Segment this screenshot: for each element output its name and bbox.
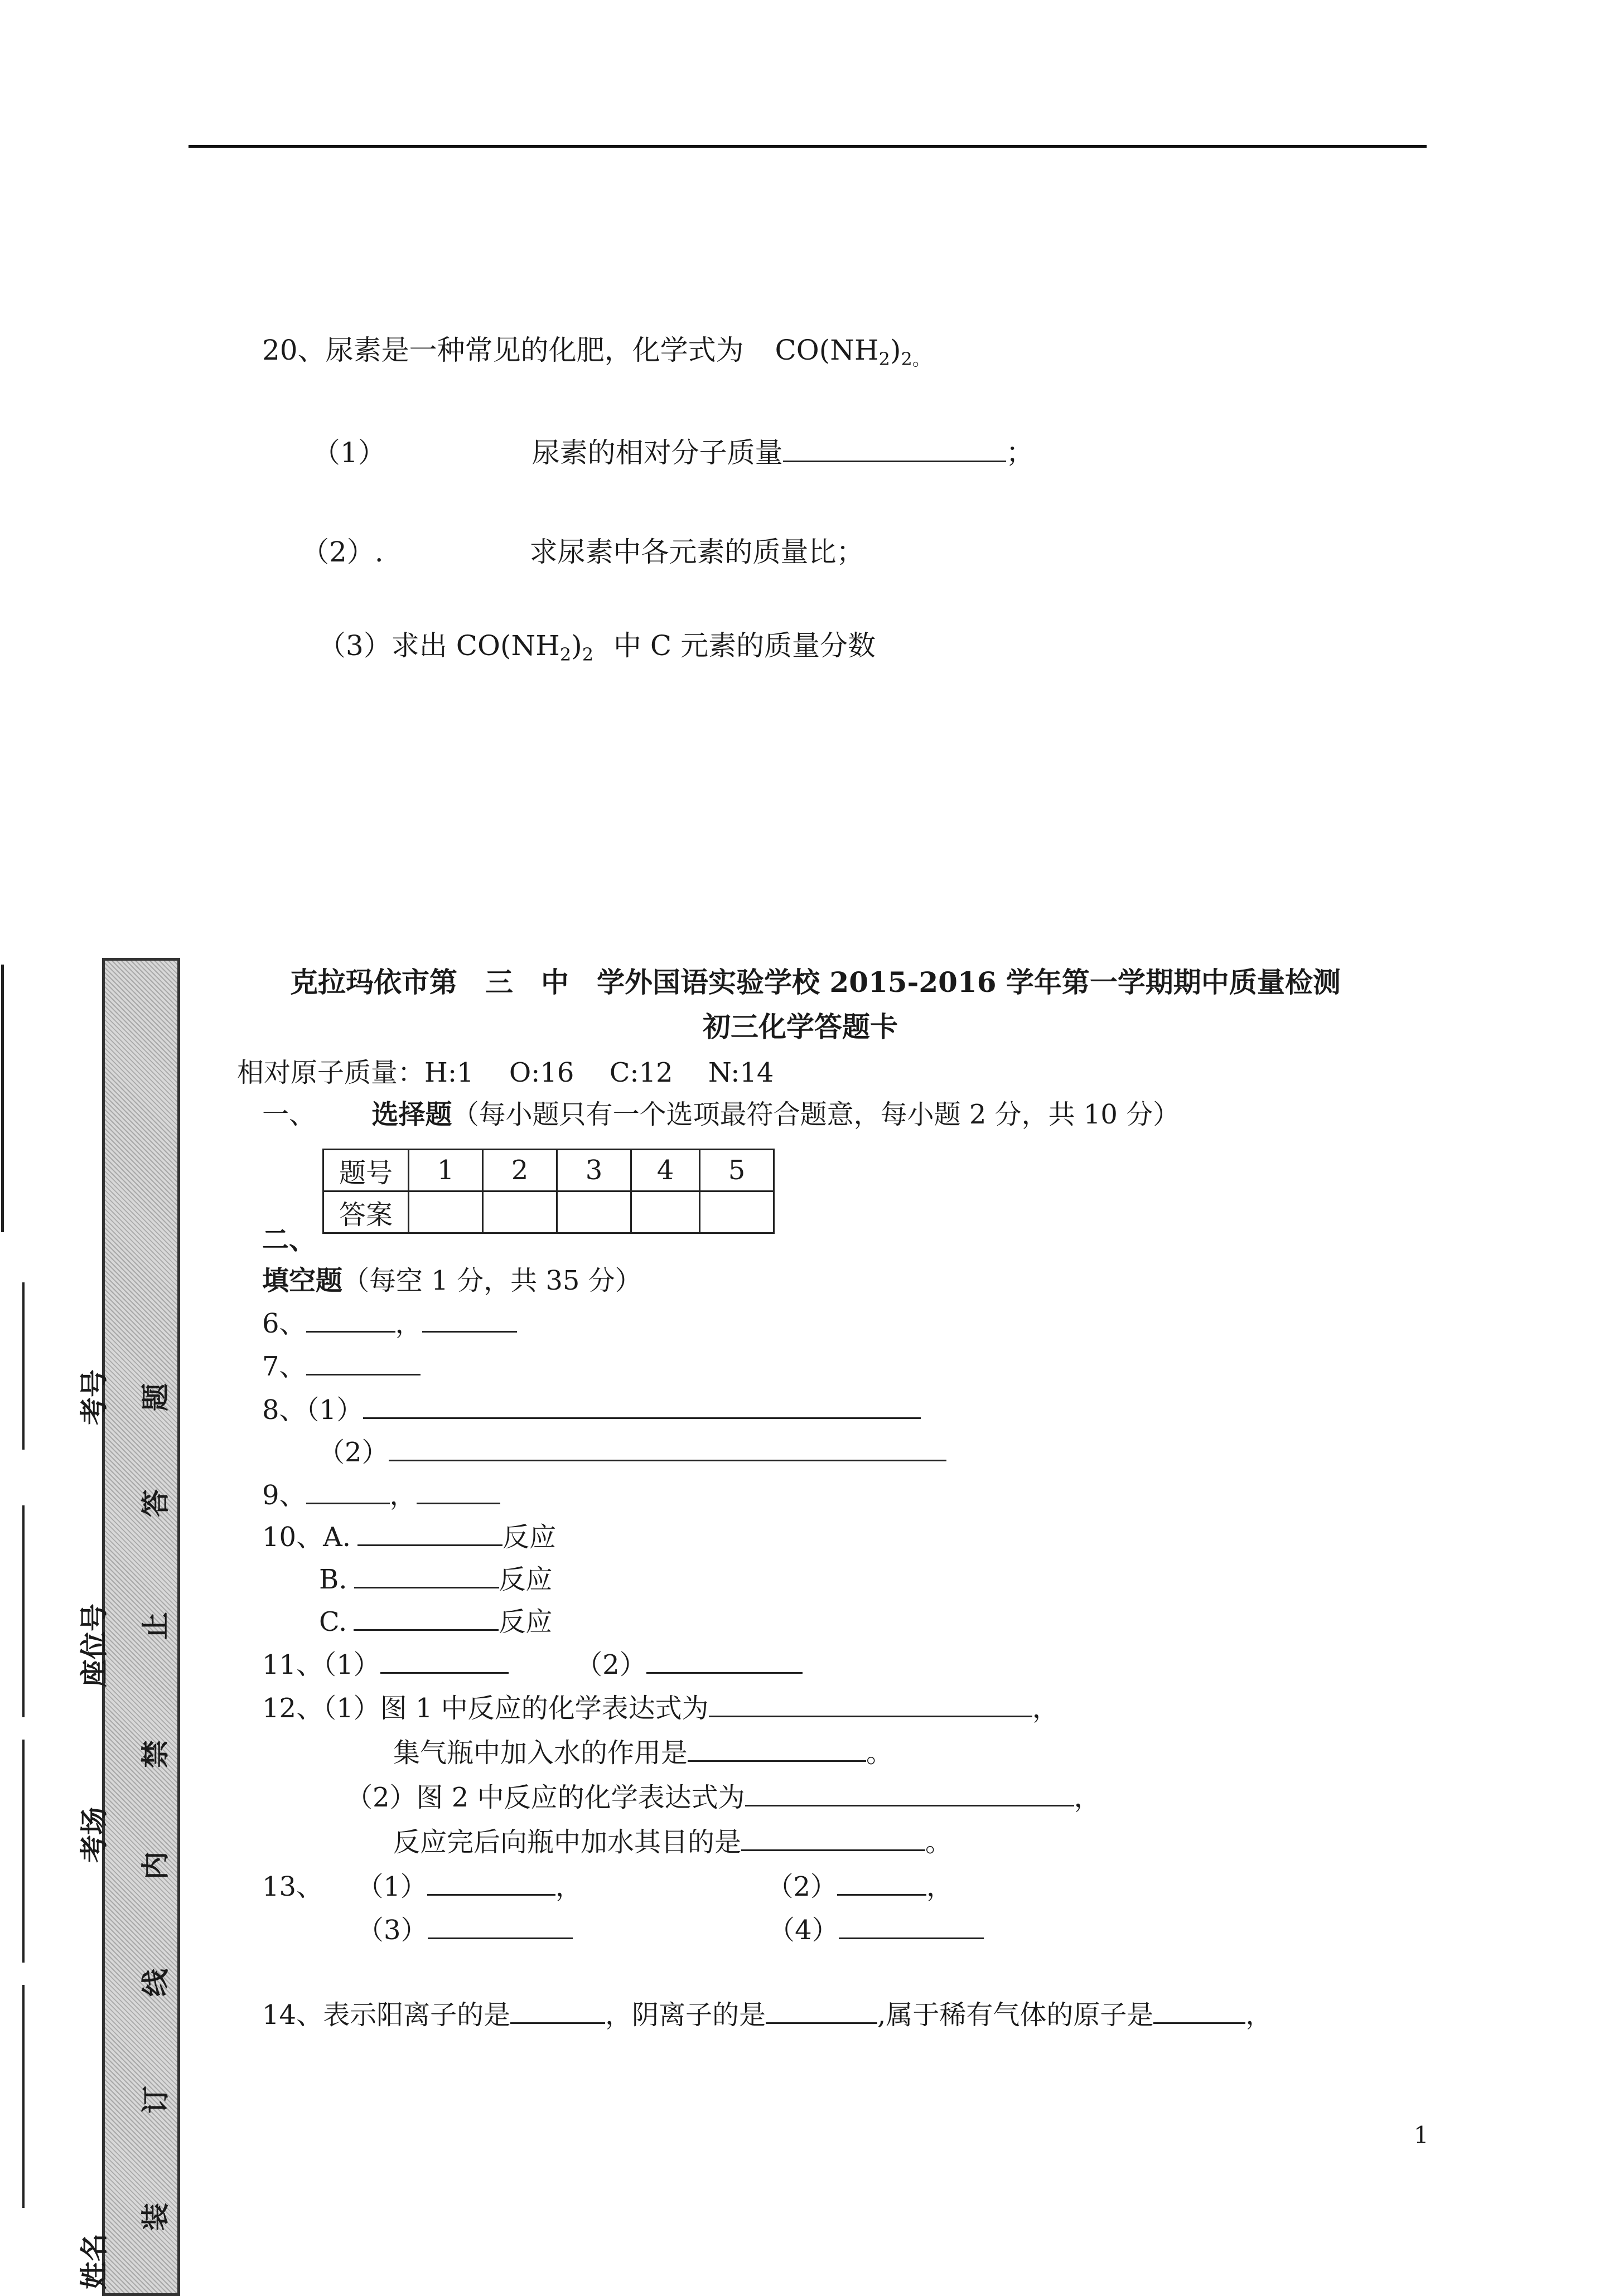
label-name: 姓名 [78, 2234, 110, 2289]
q9-blank-2[interactable] [417, 1480, 500, 1504]
q8-blank-2[interactable] [389, 1437, 946, 1461]
atomic-mass: 相对原子质量：H:1 O:16 C:12 N:14 [237, 1057, 774, 1088]
q11-blank-1[interactable] [380, 1650, 509, 1674]
q13-line-2: （3） （4） [357, 1909, 984, 1947]
q6-blank-2[interactable] [422, 1309, 517, 1333]
label-seat-number: 座位号 [78, 1604, 110, 1687]
q14-blank-2[interactable] [766, 2000, 877, 2024]
strip-char: 禁 [139, 1740, 172, 1768]
table-cell: 4 [631, 1150, 700, 1191]
q20-part2: （2）. 求尿素中各元素的质量比； [301, 536, 864, 568]
q13-blank-2[interactable] [837, 1872, 926, 1896]
answer-cell[interactable] [483, 1191, 557, 1233]
table-cell: 2 [483, 1150, 557, 1191]
choice-answer-table [322, 1149, 775, 1234]
q8-line-1: 8、（1） [262, 1388, 921, 1427]
q10-blank-c[interactable] [354, 1607, 499, 1631]
card-title: 克拉玛依市第 三 中 学外国语实验学校 2015-2016 学年第一学期期中质量检测 [290, 966, 1341, 999]
answer-cell[interactable] [409, 1191, 483, 1233]
edge-line [22, 1505, 25, 1717]
strip-char: 装 [139, 2203, 172, 2231]
q13-line-1: 13、 （1） ， （2） ， [262, 1871, 954, 1902]
q20-part1-blank[interactable] [783, 438, 1006, 462]
q8-blank-1[interactable] [363, 1395, 921, 1419]
table-cell: 1 [409, 1150, 483, 1191]
q10-line-a: 10、A. 反应 [262, 1522, 557, 1553]
q20-title: 20、尿素是一种常见的化肥，化学式为 $CO(NH_2)_{2。}$ [262, 334, 930, 370]
table-row [323, 1150, 774, 1191]
label-exam-number: 考号 [78, 1369, 110, 1425]
q14-blank-1[interactable] [510, 2000, 605, 2024]
section1-heading: 一、 选择题（每小题只有一个选项最符合题意，每小题 2 分，共 10 分） [262, 1099, 1180, 1130]
table-cell: 题号 [323, 1150, 409, 1191]
q8-line-2: （2） [318, 1431, 946, 1469]
q13-blank-1[interactable] [427, 1872, 555, 1896]
q11-blank-2[interactable] [646, 1650, 803, 1674]
q20-part3: （3）求出 $CO(NH_2)_2$ 中 C 元素的质量分数 [318, 629, 876, 665]
table-cell: 3 [557, 1150, 631, 1191]
answer-cell[interactable] [631, 1191, 700, 1233]
q11-line: 11、（1） （2） [262, 1643, 803, 1682]
strip-char: 答 [139, 1489, 172, 1517]
edge-line [1, 965, 4, 1232]
strip-char: 线 [139, 1969, 172, 1997]
q7-blank[interactable] [306, 1352, 421, 1375]
q6-blank-1[interactable] [306, 1309, 395, 1333]
q12-line-2: 集气瓶中加入水的作用是 。 [393, 1737, 893, 1769]
q12-blank-4[interactable] [741, 1827, 925, 1851]
q12-blank-1[interactable] [709, 1693, 1032, 1717]
q10-line-b: B. 反应 [319, 1564, 553, 1595]
section2-heading: 填空题（每空 1 分，共 35 分） [262, 1265, 642, 1296]
page-number: 1 [1414, 2121, 1429, 2149]
q13-blank-3[interactable] [428, 1915, 573, 1939]
strip-char: 题 [139, 1383, 172, 1411]
q20-part1: （1） 尿素的相对分子质量 ； [312, 437, 1034, 469]
q9-blank-1[interactable] [306, 1480, 390, 1504]
table-row [323, 1191, 774, 1233]
q10-blank-a[interactable] [357, 1522, 502, 1546]
edge-line [22, 1985, 25, 2208]
strip-char: 内 [139, 1852, 172, 1880]
q7-line: 7、 [262, 1345, 421, 1383]
edge-line [22, 1740, 25, 1963]
q10-line-c: C. 反应 [319, 1606, 553, 1638]
q12-line-1: 12、（1）图 1 中反应的化学表达式为 ， [262, 1693, 1059, 1724]
q12-blank-2[interactable] [688, 1738, 866, 1762]
label-exam-room: 考场 [78, 1807, 110, 1863]
q6-line: 6、 ， [262, 1302, 517, 1340]
edge-line [22, 1282, 25, 1450]
table-cell: 5 [700, 1150, 774, 1191]
table-cell: 答案 [323, 1191, 409, 1233]
q10-blank-b[interactable] [354, 1564, 499, 1588]
top-rule [189, 145, 1427, 148]
strip-char: 订 [139, 2086, 172, 2114]
q12-blank-3[interactable] [745, 1782, 1074, 1806]
answer-cell[interactable] [700, 1191, 774, 1233]
strip-char: 止 [139, 1612, 172, 1640]
q14-blank-3[interactable] [1153, 2000, 1245, 2024]
q13-blank-4[interactable] [839, 1915, 984, 1939]
section2-number: 二、 [262, 1224, 316, 1256]
q9-line: 9、 ， [262, 1474, 500, 1512]
q12-line-3: （2）图 2 中反应的化学表达式为 ， [346, 1782, 1101, 1813]
q14-line: 14、表示阳离子的是 ，阴离子的是 ,属于稀有气体的原子是 ， [262, 1999, 1273, 2031]
answer-cell[interactable] [557, 1191, 631, 1233]
q12-line-4: 反应完后向瓶中加水其目的是 。 [393, 1827, 953, 1858]
card-subtitle: 初三化学答题卡 [703, 1010, 898, 1043]
